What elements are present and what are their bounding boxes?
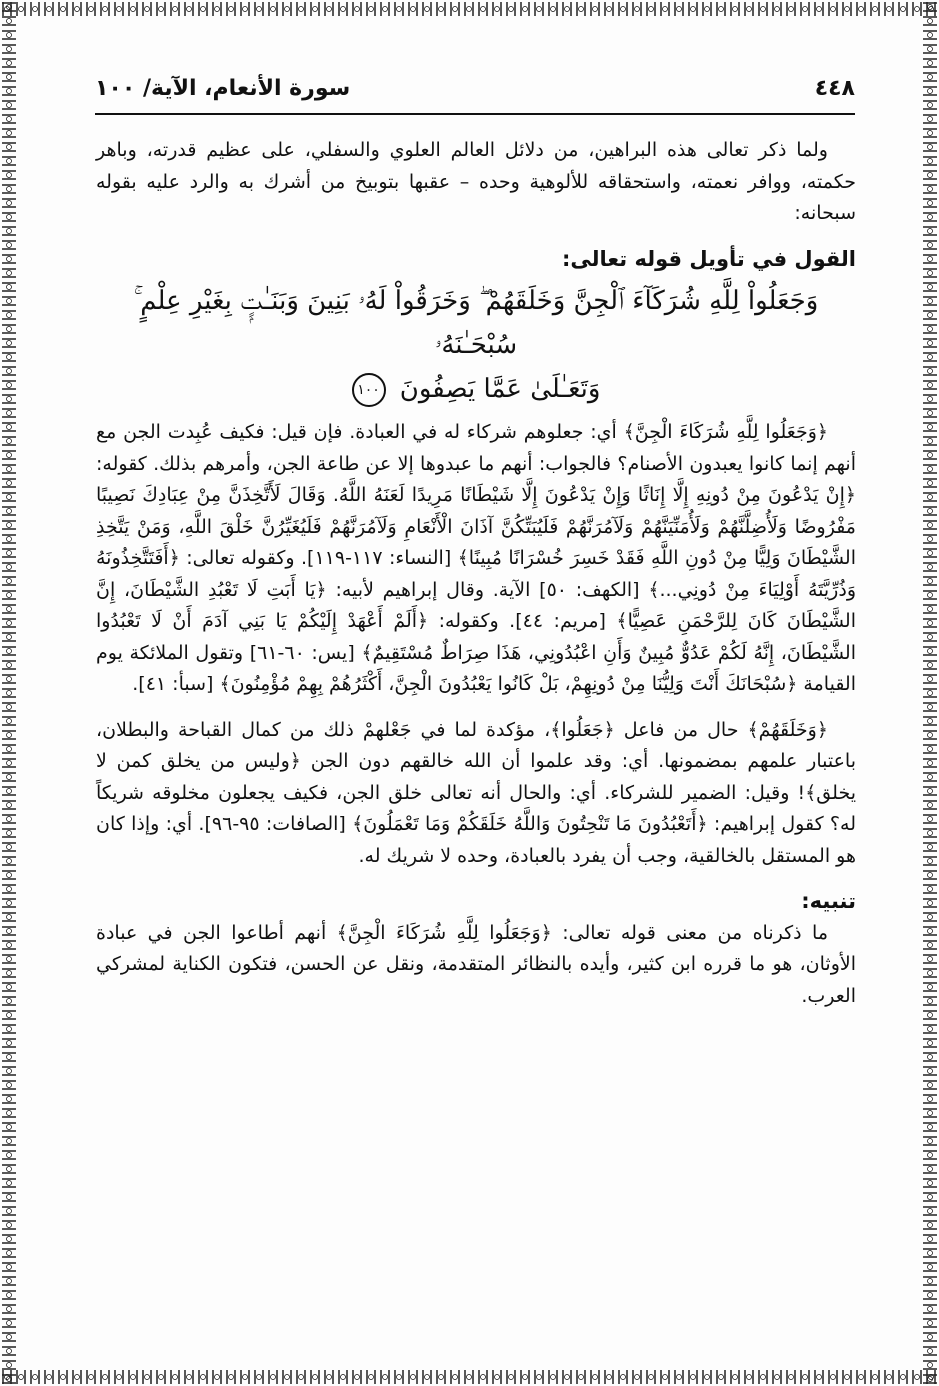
top-border-ornament <box>0 2 939 16</box>
header-rule <box>95 113 855 115</box>
page-body <box>96 135 856 1012</box>
running-title: سورة الأنعام، الآية/ ١٠٠ <box>95 75 351 101</box>
page-header <box>95 70 855 106</box>
quran-verse <box>96 279 856 411</box>
right-border-ornament <box>923 0 937 1386</box>
intro-paragraph: ولما ذكر تعالى هذه البراهين، من دلائل العالم العلوي والسفلي، على عظيم قدرته، وباهر حكمته، ووافر نعمته، واستحقاقه للألوهية وحده – عقبها بتوبيخ من أشرك به والرد عليه بقوله سبحانه: <box>96 139 856 224</box>
left-border-ornament <box>2 0 16 1386</box>
verse-line-2: وَتَعَـٰلَىٰ عَمَّا يَصِفُونَ <box>399 374 601 404</box>
commentary-paragraph-1: ﴿وَجَعَلُوا لِلَّهِ شُرَكَاءَ الْجِنَّ﴾ أي: جعلوهم شركاء له في العبادة. فإن قيل: فكيف عُبِدت الجن مع أنهم إنما كانوا يعبدون الأصنام؟ فالجواب: أنهم ما عبدوها إلا عن طاعة الجن، وأمرهم بذلك. كقوله: ﴿إِنْ يَدْعُونَ مِنْ دُونِهِ إِلَّا إِنَاثًا وَإِنْ يَدْعُونَ إِلَّا شَيْطَانًا مَرِيدًا لَعَنَهُ اللَّهُ. وَقَالَ لَأَتَّخِذَنَّ مِنْ عِبَادِكَ نَصِيبًا مَفْرُوضًا وَلَأُضِلَّنَّهُمْ وَلَأُمَنِّيَنَّهُمْ وَلَآمُرَنَّهُمْ فَلَيُبَتِّكُنَّ آذَانَ الْأَنْعَامِ وَلَآمُرَنَّهُمْ فَلَيُغَيِّرُنَّ خَلْقَ اللَّهِ، وَمَنْ يَتَّخِذِ الشَّيْطَانَ وَلِيًّا مِنْ دُونِ اللَّهِ فَقَدْ خَسِرَ خُسْرَانًا مُبِينًا﴾ [النساء: ١١٧-١١٩]. وكقوله تعالى: ﴿أَفَتَتَّخِذُونَهُ وَذُرِّيَّتَهُ أَوْلِيَاءَ مِنْ دُونِي...﴾ [الكهف: ٥٠] الآية. وقال إبراهيم لأبيه: ﴿يَا أَبَتِ لَا تَعْبُدِ الشَّيْطَانَ، إِنَّ الشَّيْطَانَ كَانَ لِلرَّحْمَنِ عَصِيًّا﴾ [مريم: ٤٤]. وكقوله: ﴿أَلَمْ أَعْهَدْ إِلَيْكُمْ يَا بَنِي آدَمَ أَنْ لَا تَعْبُدُوا الشَّيْطَانَ، إِنَّهُ لَكُمْ عَدُوٌّ مُبِينٌ وَأَنِ اعْبُدُونِي، هَذَا صِرَاطٌ مُسْتَقِيمٌ﴾ [يس: ٦٠-٦١] وتقول الملائكة يوم القيامة ﴿سُبْحَانَكَ أَنْتَ وَلِيُّنَا مِنْ دُونِهِمْ، بَلْ كَانُوا يَعْبُدُونَ الْجِنَّ، أَكْثَرُهُمْ بِهِمْ مُؤْمِنُونَ﴾ [سبأ: ٤١]. <box>96 421 856 695</box>
note-heading: تنبيه: <box>801 889 856 913</box>
verse-line-1: وَجَعَلُواْ لِلَّهِ شُرَكَآءَ ٱلْجِنَّ وَخَلَقَهُمْ ۖ وَخَرَقُواْ لَهُۥ بَنِينَ وَبَنَـٰتٍۭ بِغَيْرِ عِلْمٍ ۚ سُبْحَـٰنَهُۥ <box>133 286 819 360</box>
commentary-paragraph-2: ﴿وَخَلَقَهُمْ﴾ حال من فاعل ﴿جَعَلُوا﴾، مؤكدة لما في جَعْلهمْ ذلك من كمال القباحة والبطلان، باعتبار علمهم بمضمونها. أي: وقد علموا أن الله خالقهم دون الجن ﴿وليس من يخلق كمن لا يخلق﴾! وقيل: الضمير للشركاء. أي: والحال أنه تعالى خلق الجن، فكيف يجعلون مخلوقه شريكاً له؟ كقول إبراهيم: ﴿أَتَعْبُدُونَ مَا تَنْحِتُونَ وَاللَّهُ خَلَقَكُمْ وَمَا تَعْمَلُونَ﴾ [الصافات: ٩٥-٩٦]. أي: وإذا كان هو المستقل بالخالقية، وجب أن يفرد بالعبادة، وحده لا شريك له. <box>96 718 856 867</box>
note-paragraph: ما ذكرناه من معنى قوله تعالى: ﴿وَجَعَلُوا لِلَّهِ شُرَكَاءَ الْجِنَّ﴾ أنهم أطاعوا الجن في عبادة الأوثان، هو ما قرره ابن كثير، وأيده بالنظائر المتقدمة، ونقل عن الحسن، فتكون الكناية لمشركي العرب. <box>96 921 856 1007</box>
ayah-number-marker: ١٠٠ <box>352 373 386 407</box>
page-number: ٤٤٨ <box>814 75 855 101</box>
section-heading: القول في تأويل قوله تعالى: <box>562 246 856 271</box>
verse-line-2-wrapper <box>96 367 856 411</box>
bottom-border-ornament <box>0 1370 939 1384</box>
